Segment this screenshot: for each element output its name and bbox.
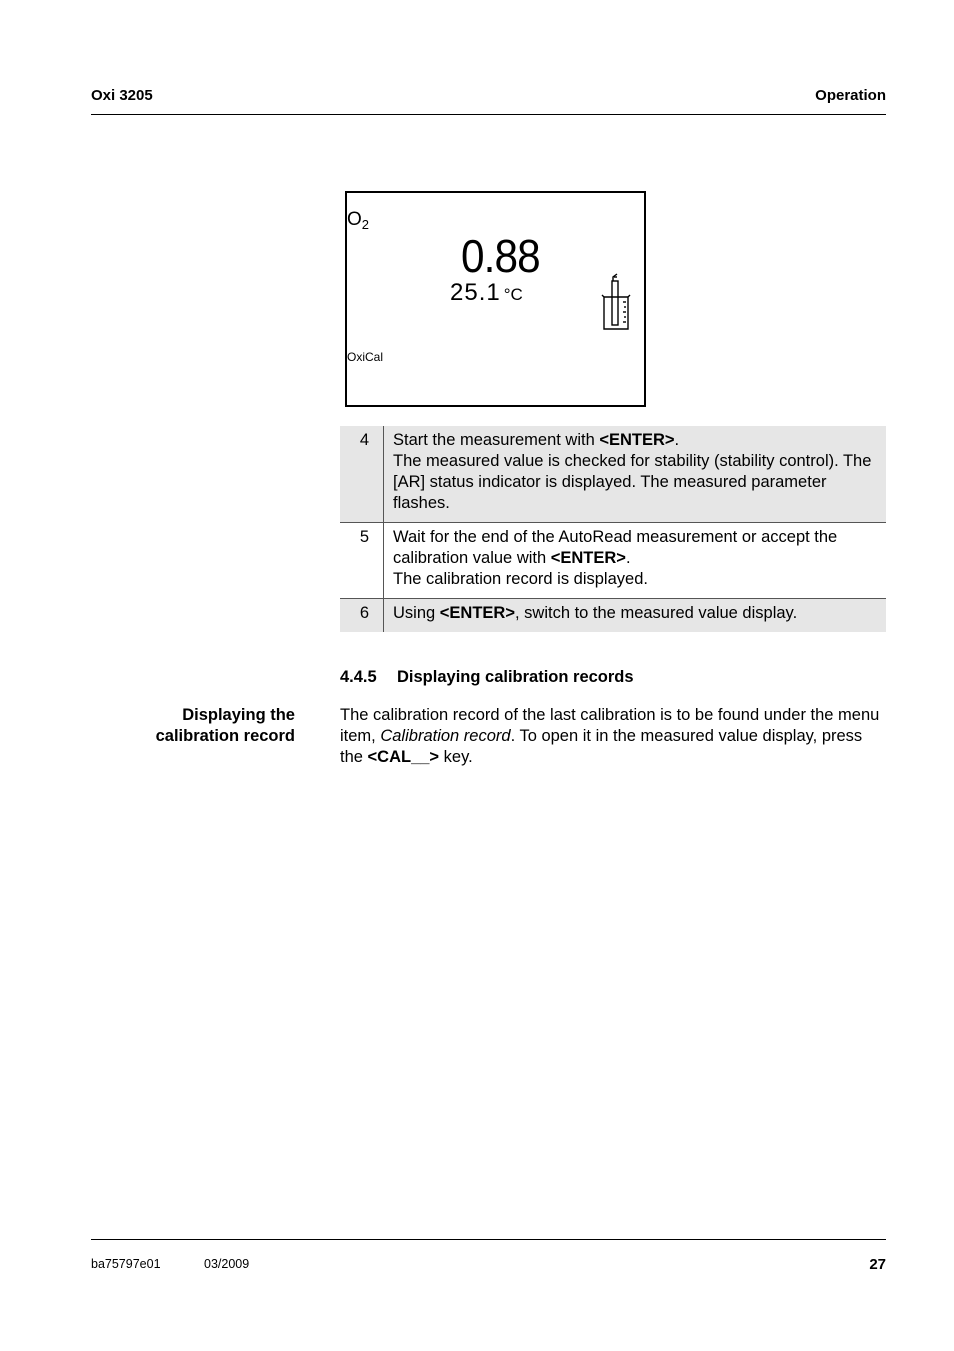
display-parameter <box>347 209 369 232</box>
display-parameter-sub: 2 <box>361 217 370 232</box>
section-heading <box>340 668 634 687</box>
step-number: 5 <box>340 523 384 598</box>
step-number: 4 <box>340 426 384 522</box>
display-parameter-main: O <box>347 209 362 230</box>
margin-note-line: calibration record <box>155 726 295 745</box>
step-row <box>340 598 886 632</box>
section-title: Displaying calibration records <box>397 668 634 686</box>
step-text: Wait for the end of the AutoRead measurement or accept the calibration value with <ENTER>. The calibration record is displayed. <box>393 528 838 588</box>
header-section: Operation <box>815 87 886 104</box>
step-text: Start the measurement with <ENTER>. The measured value is checked for stability (stability control). The [AR] status indicator is displayed. The measured parameter flashes. <box>393 431 872 512</box>
margin-note-line: Displaying the <box>182 706 295 724</box>
margin-note <box>120 705 295 746</box>
steps-table <box>340 426 886 632</box>
header-rule <box>91 114 886 115</box>
display-temperature <box>450 279 523 307</box>
section-body-text: The calibration record of the last calibration is to be found under the menu item, Calibration record. To open it in the measured value display, press the <CAL__> key. <box>340 706 880 766</box>
footer-rule <box>91 1239 886 1240</box>
display-mode-label: OxiCal <box>347 350 384 364</box>
step-text: Using <ENTER>, switch to the measured value display. <box>393 604 798 622</box>
instrument-display <box>345 191 646 407</box>
step-number: 6 <box>340 599 384 632</box>
step-row <box>340 426 886 522</box>
section-number: 4.4.5 <box>340 668 377 686</box>
header-title: Oxi 3205 <box>91 87 153 104</box>
display-measured-value: 0.88 <box>461 230 540 282</box>
page-number: 27 <box>869 1256 886 1273</box>
beaker-sensor-icon <box>599 271 633 333</box>
display-temperature-unit: °C <box>503 285 523 304</box>
footer-doc-code: ba75797e01 <box>91 1257 161 1271</box>
display-temperature-value: 25.1 <box>450 279 501 306</box>
footer-date: 03/2009 <box>204 1257 250 1271</box>
step-row <box>340 522 886 598</box>
